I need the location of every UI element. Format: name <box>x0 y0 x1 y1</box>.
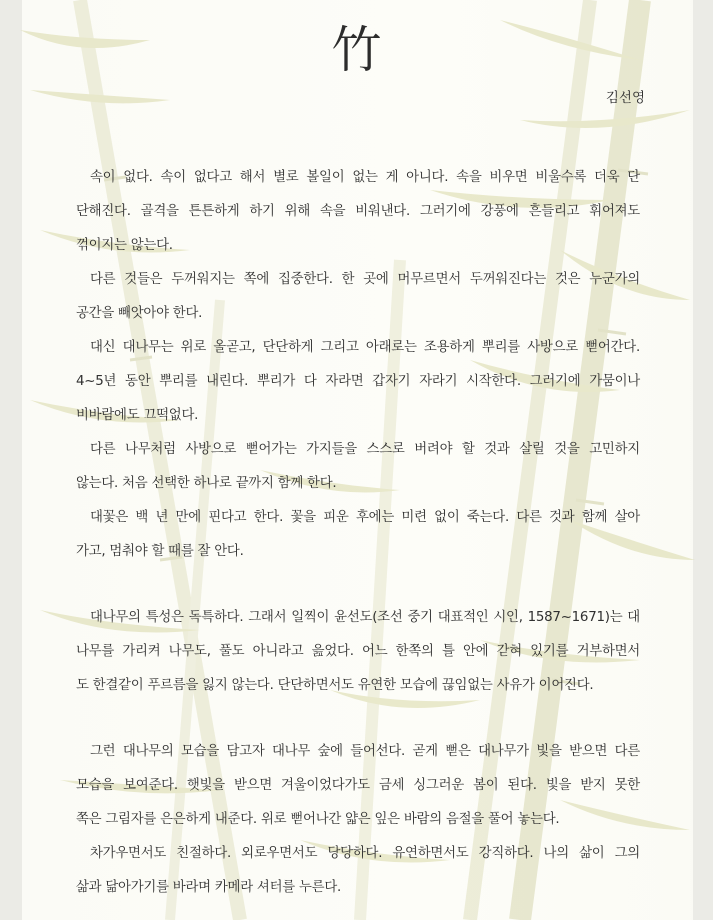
body-line: 그런 대나무의 모습을 담고자 대나무 숲에 들어선다. 곧게 뻗은 대나무가 빛을 받으면 다른 <box>90 744 640 759</box>
paragraph-gap <box>76 569 640 601</box>
essay-body <box>76 161 640 905</box>
body-line: 삶과 닮아가기를 바라며 카메라 셔터를 누른다. <box>76 880 342 895</box>
body-line: 차가우면서도 친절하다. 외로우면서도 당당하다. 유연하면서도 강직하다. 나의 삶이 그의 <box>90 846 640 861</box>
body-line: 4~5년 동안 뿌리를 내린다. 뿌리가 다 자라면 갑자기 자라기 시작한다. 그러기에 가뭄이나 <box>76 374 640 389</box>
body-line: 대나무의 특성은 독특하다. 그래서 일찍이 윤선도(조선 중기 대표적인 시인, 1587~1671)는 대 <box>90 610 640 625</box>
body-line: 단해진다. 골격을 튼튼하게 하기 위해 속을 비워낸다. 그러기에 강풍에 흔들리고 휘어져도 <box>76 204 640 219</box>
author-name: 김선영 <box>605 90 645 106</box>
body-line: 대신 대나무는 위로 올곧고, 단단하게 그리고 아래로는 조용하게 뿌리를 사방으로 뻗어간다. <box>90 340 640 355</box>
body-line: 않는다. 처음 선택한 하나로 끝까지 함께 한다. <box>76 476 337 491</box>
body-line: 속이 없다. 속이 없다고 해서 별로 볼일이 없는 게 아니다. 속을 비우면 비울수록 더욱 단 <box>90 170 640 185</box>
body-line: 비바람에도 끄떡없다. <box>76 408 199 423</box>
document-title: 竹 <box>331 21 382 79</box>
body-line: 가고, 멈춰야 할 때를 잘 안다. <box>76 544 244 559</box>
body-line: 공간을 빼앗아야 한다. <box>76 306 203 321</box>
body-line: 꺾이지는 않는다. <box>76 238 173 253</box>
body-line: 쪽은 그림자를 은은하게 내준다. 위로 뻗어나간 얇은 잎은 바람의 음절을 풀어 놓는다. <box>76 812 560 827</box>
body-line: 나무를 가리켜 나무도, 풀도 아니라고 읊었다. 어느 한쪽의 틀 안에 갇혀 있기를 거부하면서 <box>76 644 640 659</box>
body-line: 모습을 보여준다. 햇빛을 받으면 겨울이었다가도 금세 싱그러운 봄이 된다. 빛을 받지 못한 <box>76 778 640 793</box>
body-line: 대꽃은 백 년 만에 핀다고 한다. 꽃을 피운 후에는 미련 없이 죽는다. 다른 것과 함께 살아 <box>90 510 640 525</box>
body-line: 도 한결같이 푸르름을 잃지 않는다. 단단하면서도 유연한 모습에 끊임없는 사유가 이어진다. <box>76 678 594 693</box>
body-line: 다른 것들은 두꺼워지는 쪽에 집중한다. 한 곳에 머무르면서 두꺼워진다는 것은 누군가의 <box>90 272 640 287</box>
paragraph-gap <box>76 703 640 735</box>
body-line: 다른 나무처럼 사방으로 뻗어가는 가지들을 스스로 버려야 할 것과 살릴 것을 고민하지 <box>90 442 640 457</box>
